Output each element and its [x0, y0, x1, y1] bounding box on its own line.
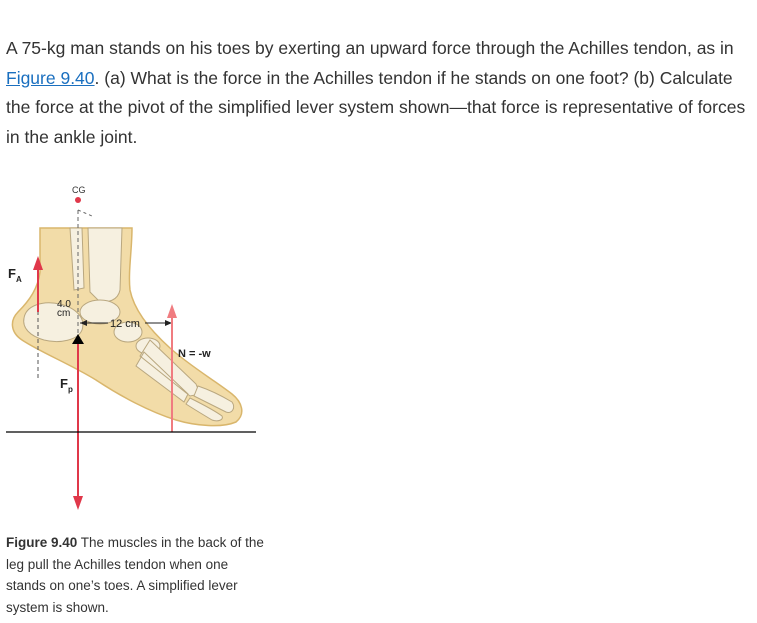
fp-arrowhead: [73, 496, 83, 510]
figure-link[interactable]: Figure 9.40: [6, 67, 95, 88]
distance-12cm: 12 cm: [110, 318, 140, 330]
problem-statement: [6, 34, 751, 152]
normal-force-label: N = -w: [178, 348, 211, 360]
fa-label: $F_A$: [8, 266, 22, 284]
distance-4cm-unit: cm: [57, 308, 71, 319]
foot-diagram: [0, 180, 270, 520]
cg-label: CG: [72, 185, 86, 195]
fp-label: $F_p$: [60, 376, 73, 394]
tibia-bone: [88, 228, 122, 302]
caption-text: The muscles in the back of the leg pull the Achilles tendon when one stands on one’s toes. A simplified lever system is shown.: [6, 535, 264, 615]
problem-text-after-link: . (a) What is the force in the Achilles tendon if he stands on one foot? (b) Calculate the force at the pivot of the simplified lever system shown—that force is representative of forces in the ankle joint.: [6, 67, 746, 147]
foot-lever-figure: [0, 180, 270, 520]
normal-arrowhead: [167, 304, 177, 318]
problem-text-before-link: A 75-kg man stands on his toes by exerting an upward force through the Achilles tendon, as in: [6, 38, 734, 58]
dimension-12cm-right-head: [165, 320, 172, 326]
cg-point: [75, 197, 81, 203]
cg-offset-line: [78, 210, 92, 216]
figure-caption: [6, 532, 266, 618]
caption-label: Figure 9.40: [6, 535, 78, 550]
distance-4cm-value: 4.0: [57, 299, 71, 310]
